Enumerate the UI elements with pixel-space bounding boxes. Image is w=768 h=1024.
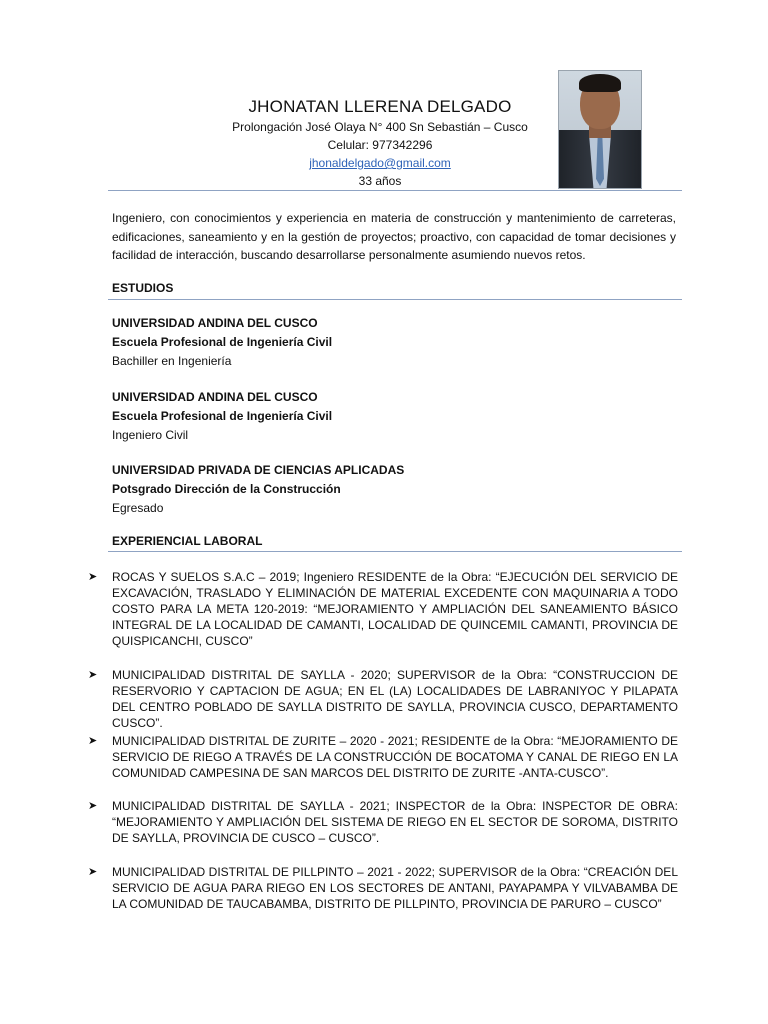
experience-item bbox=[88, 733, 678, 781]
profile-photo bbox=[558, 70, 642, 189]
phone: Celular: 977342296 bbox=[327, 138, 433, 152]
experience-item bbox=[88, 667, 678, 731]
university: UNIVERSIDAD PRIVADA DE CIENCIAS APLICADAS bbox=[112, 463, 405, 477]
school: Potsgrado Dirección de la Construcción bbox=[112, 482, 341, 496]
degree: Egresado bbox=[112, 501, 164, 515]
arrow-bullet-icon: ➤ bbox=[88, 800, 98, 812]
experience-item bbox=[88, 864, 678, 912]
experience-text: ROCAS Y SUELOS S.A.C – 2019; Ingeniero RESIDENTE de la Obra: “EJECUCIÓN DEL SERVICIO DE EXCAVACIÓN, TRASLADO Y ELIMINACIÓN DE MATERIAL EXCEDENTE CON MAQUINARIA A TODO COSTO PARA LA META 120-2019: “MEJORAMIENTO Y AMPLIACIÓN DEL SANEAMIENTO BÁSICO INTEGRAL DE LA LOCALIDAD DE CAMANTI, LOCALIDAD DE QUINCEMIL CAMANTI, PROVINCIA DE QUISPICANCHI, CUSCO” bbox=[112, 570, 678, 648]
age: 33 años bbox=[358, 174, 402, 188]
experience-text: MUNICIPALIDAD DISTRITAL DE SAYLLA - 2020; SUPERVISOR de la Obra: “CONSTRUCCION DE RESERVORIO Y CAPTACION DE AGUA; EN EL (LA) LOCALIDADES DE LABRANIYOC Y PILAPATA DEL CENTRO POBLADO DE SAYLLA DISTRITO DE SAYLLA, PROVINCIA CUSCO, DEPARTAMENTO CUSCO”. bbox=[112, 668, 678, 730]
university: UNIVERSIDAD ANDINA DEL CUSCO bbox=[112, 390, 318, 404]
person-name: JHONATAN LLERENA DELGADO bbox=[248, 97, 512, 116]
school: Escuela Profesional de Ingeniería Civil bbox=[112, 409, 333, 423]
experience-text: MUNICIPALIDAD DISTRITAL DE SAYLLA - 2021; INSPECTOR de la Obra: INSPECTOR DE OBRA: “MEJORAMIENTO Y AMPLIACIÓN DEL SISTEMA DE RIEGO EN EL SECTOR DE SOROMA, DISTRITO DE SAYLLA, PROVINCIA DE CUSCO – CUSCO”. bbox=[112, 799, 678, 845]
education-item bbox=[112, 461, 404, 518]
experience-text: MUNICIPALIDAD DISTRITAL DE ZURITE – 2020 - 2021; RESIDENTE de la Obra: “MEJORAMIENTO DE SERVICIO DE RIEGO A TRAVÉS DE LA CONSTRUCCIÓN DE BOCATOMA Y CANAL DE RIEGO EN LA COMUNIDAD CAMPESINA DE SAN MARCOS DEL DISTRITO DE ZURITE -ANTA-CUSCO”. bbox=[112, 734, 678, 780]
arrow-bullet-icon: ➤ bbox=[88, 669, 98, 681]
arrow-bullet-icon: ➤ bbox=[88, 866, 98, 878]
experience-divider bbox=[108, 551, 682, 552]
email-link[interactable]: jhonaldelgado@gmail.com bbox=[309, 156, 451, 170]
education-item bbox=[112, 314, 332, 371]
experience-item bbox=[88, 569, 678, 649]
school: Escuela Profesional de Ingeniería Civil bbox=[112, 335, 333, 349]
section-title-experience: EXPERIENCIAL LABORAL bbox=[112, 534, 263, 548]
section-title-studies: ESTUDIOS bbox=[112, 281, 174, 295]
degree: Bachiller en Ingeniería bbox=[112, 354, 232, 368]
studies-divider bbox=[108, 299, 682, 300]
experience-text: MUNICIPALIDAD DISTRITAL DE PILLPINTO – 2021 - 2022; SUPERVISOR de la Obra: “CREACIÓN DEL SERVICIO DE AGUA PARA RIEGO EN LOS SECTORES DE ANTANI, PAYAPAMPA Y VILVABAMBA DE LA COMUNIDAD DE TAUCABAMBA, DISTRITO DE PILLPINTO, PROVINCIA DE PARURO – CUSCO” bbox=[112, 865, 678, 911]
education-item bbox=[112, 388, 332, 445]
university: UNIVERSIDAD ANDINA DEL CUSCO bbox=[112, 316, 318, 330]
experience-item bbox=[88, 798, 678, 846]
header-divider bbox=[108, 190, 682, 191]
arrow-bullet-icon: ➤ bbox=[88, 735, 98, 747]
profile-summary: Ingeniero, con conocimientos y experiencia en materia de construcción y mantenimiento de carreteras, edificaciones, saneamiento y en la gestión de proyectos; proactivo, con capacidad de tomar decisiones y facilidad de interacción, buscando desarrollarse personalmente asumiendo nuevos retos. bbox=[112, 211, 676, 262]
arrow-bullet-icon: ➤ bbox=[88, 571, 98, 583]
degree: Ingeniero Civil bbox=[112, 428, 189, 442]
header bbox=[200, 96, 560, 190]
address: Prolongación José Olaya N° 400 Sn Sebastián – Cusco bbox=[232, 120, 528, 134]
